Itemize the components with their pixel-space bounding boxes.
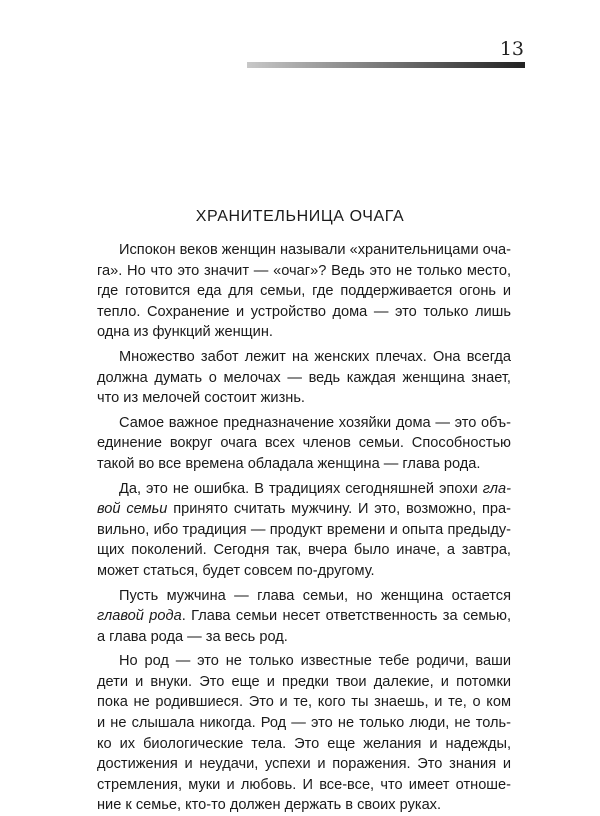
text-run: принято считать мужчину. И это, возможно, пра-: [167, 501, 511, 518]
page-number: 13: [499, 38, 524, 60]
text-line: может статься, будет совсем по-другому.: [97, 562, 375, 579]
text-line: Но род — это не только известные тебе родичи, ваши: [119, 653, 511, 670]
text-run: Да, это не ошибка. В традициях сегодняшней эпохи: [119, 480, 483, 497]
text-line: тепло. Сохранение и устройство дома — это только лишь: [97, 303, 511, 320]
text-line: Испокон веков женщин называли «хранительницами оча-: [119, 242, 512, 258]
chapter-title: ХРАНИТЕЛЬНИЦА ОЧАГА: [195, 208, 405, 225]
text-line: [97, 479, 511, 500]
text-line: и не слышала никогда. Род — это не только люди, не толь-: [97, 715, 511, 732]
text-line: такой во все времена обладала женщина — глава рода.: [97, 455, 481, 472]
paragraph: [97, 651, 511, 816]
text-line: что из мелочей состоит жизнь.: [97, 390, 305, 407]
text-line: Пусть мужчина — глава семьи, но женщина остается: [119, 587, 511, 604]
header-rule: [247, 62, 525, 68]
text-line: щих поколений. Сегодня так, вчера было иначе, а завтра,: [97, 542, 511, 559]
text-line: должна думать о мелочах — ведь каждая женщина знает,: [97, 369, 511, 386]
paragraph: [97, 240, 511, 343]
text-line: достижения и неудачи, успехи и поражения. Это знания и: [97, 756, 511, 773]
paragraph: [97, 413, 511, 475]
paragraph: [97, 347, 511, 409]
italic-run: вой семьи: [97, 501, 168, 518]
body-text: [97, 240, 511, 816]
text-line: вильно, ибо традиция — продукт времени и опыта предыду-: [97, 521, 511, 538]
text-line: а глава рода — за весь род.: [97, 628, 288, 645]
text-line: Самое важное предназначение хозяйки дома — это объ-: [119, 414, 511, 431]
text-line: дети и внуки. Это еще и предки твои далекие, и потомки: [97, 673, 511, 690]
text-run: . Глава семьи несет ответственность за семью,: [181, 608, 511, 625]
text-line: [97, 606, 511, 627]
text-line: где готовится еда для семьи, где поддерживается огонь и: [97, 283, 511, 300]
text-line: [97, 499, 511, 520]
text-line: стремления, муки и любовь. И все-все, что имеет отноше-: [97, 776, 511, 793]
text-line: ние к семье, кто-то должен держать в своих руках.: [97, 797, 442, 814]
paragraph: [97, 479, 511, 582]
text-line: одна из функций женщин.: [97, 324, 273, 341]
italic-run: гла-: [482, 480, 511, 497]
text-line: ко их биологические тела. Это еще желания и надежды,: [97, 735, 511, 752]
text-line: га». Но что это значит — «очаг»? Ведь это не только место,: [97, 262, 511, 279]
text-line: пока не родившиеся. Это и те, кого ты знаешь, и те, о ком: [97, 694, 511, 711]
italic-run: главой рода: [97, 608, 182, 625]
text-line: единение вокруг очага всех членов семьи. Способностью: [97, 435, 511, 452]
text-line: Множество забот лежит на женских плечах. Она всегда: [119, 348, 511, 365]
paragraph: [97, 586, 511, 648]
